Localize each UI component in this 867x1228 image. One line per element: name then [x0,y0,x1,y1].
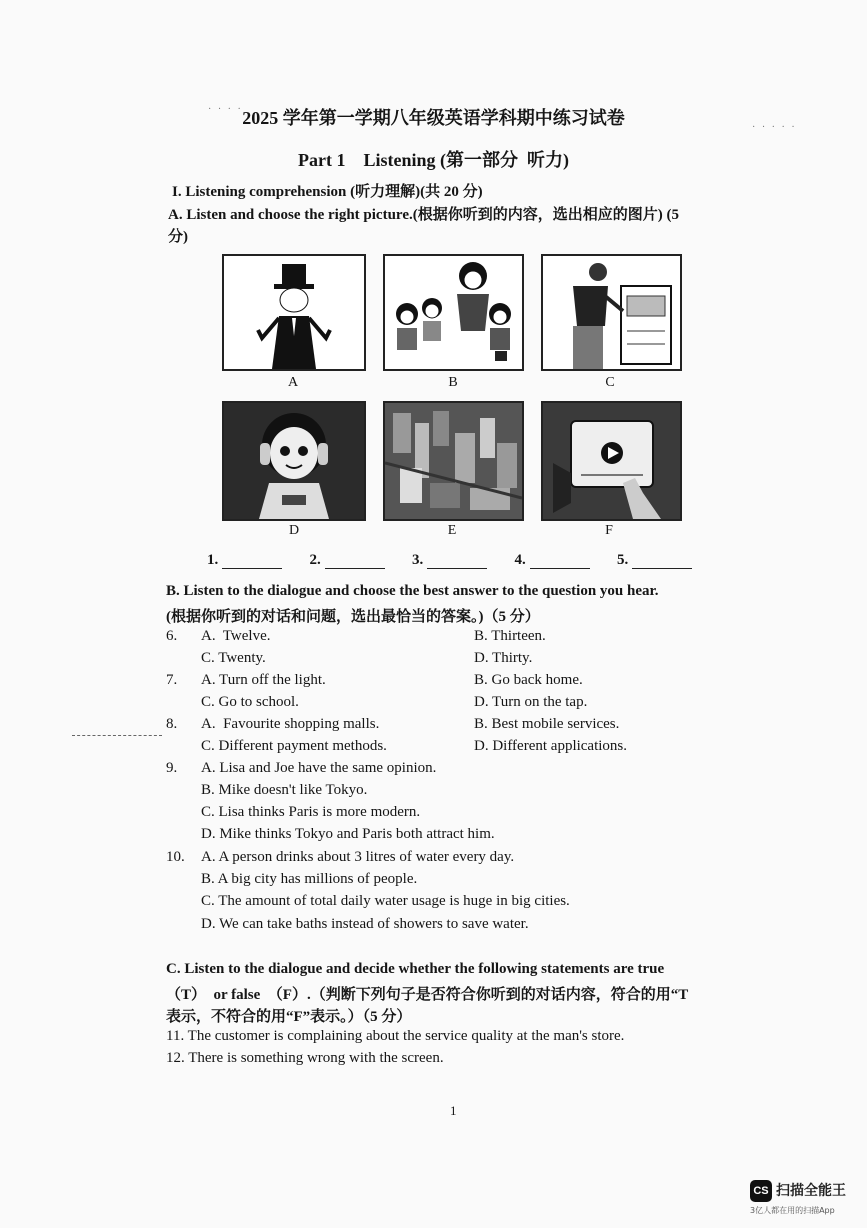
option: C. Lisa thinks Paris is more modern. [201,804,421,820]
blank-number: 2. [309,552,321,568]
option: A. A person drinks about 3 litres of water every day. [201,849,515,865]
blank-number: 3. [412,552,424,568]
page-number: 1 [450,1103,457,1118]
option: B. A big city has millions of people. [201,871,418,887]
answer-blank[interactable] [325,554,385,569]
question-number: 8. [166,716,178,732]
mother-and-children-icon [385,256,522,369]
option: D. Turn on the tap. [474,694,588,710]
option: C. Go to school. [201,694,299,710]
option: B. Best mobile services. [474,716,620,732]
section-b-heading-cont: (根据你听到的对话和问题，选出最恰当的答案。)（5 分） [166,609,540,625]
question-number: 10. [166,849,185,865]
option: D. Thirty. [474,650,533,666]
scanner-watermark: 扫描全能王 [776,1183,846,1199]
option: A. Favourite shopping malls. [201,716,380,732]
blank-number: 4. [514,552,526,568]
part-heading: Part 1 Listening (第一部分 听力) [298,150,569,170]
picture-label: E [447,523,457,538]
city-aerial-view-icon [385,403,522,519]
question-number: 7. [166,672,178,688]
section-c-heading-cont: （T） or false （F）.（判断下列句子是否符合你听到的对话内容，符合的用“T [166,987,689,1003]
blank-number: 1. [207,552,219,568]
scan-artifact [72,735,162,736]
person-loading-dishwasher-icon [543,256,680,369]
picture-label: C [605,375,615,390]
picture-label: A [287,375,299,390]
answer-blank[interactable] [530,554,590,569]
option: A. Lisa and Joe have the same opinion. [201,760,437,776]
section-heading: I. Listening comprehension (听力理解)(共 20 分) [172,184,483,200]
camscanner-logo-icon: CS [750,1180,772,1202]
picture-f [541,401,682,521]
picture-label: D [288,523,300,538]
option: B. Thirteen. [474,628,546,644]
option: C. Twenty. [201,650,266,666]
section-c-heading-cont: 表示，不符合的用“F”表示。）（5 分） [166,1009,412,1025]
picture-a [222,254,366,371]
answer-blank[interactable] [632,554,692,569]
picture-label: F [605,523,613,538]
section-b-heading: B. Listen to the dialogue and choose the best answer to the question you hear. [166,583,659,599]
option: D. Different applications. [474,738,628,754]
answer-blank[interactable] [427,554,487,569]
option: B. Mike doesn't like Tokyo. [201,782,368,798]
option: D. Mike thinks Tokyo and Paris both attract him. [201,826,495,842]
option: A. Twelve. [201,628,271,644]
option: A. Turn off the light. [201,672,326,688]
question-number: 9. [166,760,178,776]
sub-a-heading: A. Listen and choose the right picture.(根据你听到的内容，选出相应的图片) (5 [168,207,679,223]
scanner-tagline: 3亿人都在用的扫描App [750,1206,835,1215]
statement: 12. There is something wrong with the screen. [166,1050,444,1066]
option: D. We can take baths instead of showers to save water. [201,916,529,932]
picture-d [222,401,366,521]
option: B. Go back home. [474,672,583,688]
question-number: 6. [166,628,178,644]
tablet-video-icon [543,403,680,519]
option: C. The amount of total daily water usage is huge in big cities. [201,893,570,909]
picture-e [383,401,524,521]
girl-with-headphones-icon [224,403,364,519]
answer-blank-row [207,552,692,569]
scan-artifact: · · · · · [752,122,797,133]
option: C. Different payment methods. [201,738,387,754]
section-c-heading: C. Listen to the dialogue and decide whether the following statements are true [166,961,665,977]
picture-b [383,254,524,371]
blank-number: 5. [617,552,629,568]
statement: 11. The customer is complaining about the service quality at the man's store. [166,1028,625,1044]
picture-c [541,254,682,371]
sub-a-heading-cont: 分) [168,229,188,245]
exam-title: 2025 学年第一学期八年级英语学科期中练习试卷 [242,108,625,128]
man-with-top-hat-icon [224,256,364,369]
picture-label: B [448,375,458,390]
answer-blank[interactable] [222,554,282,569]
scan-artifact: · · · · [208,104,243,115]
